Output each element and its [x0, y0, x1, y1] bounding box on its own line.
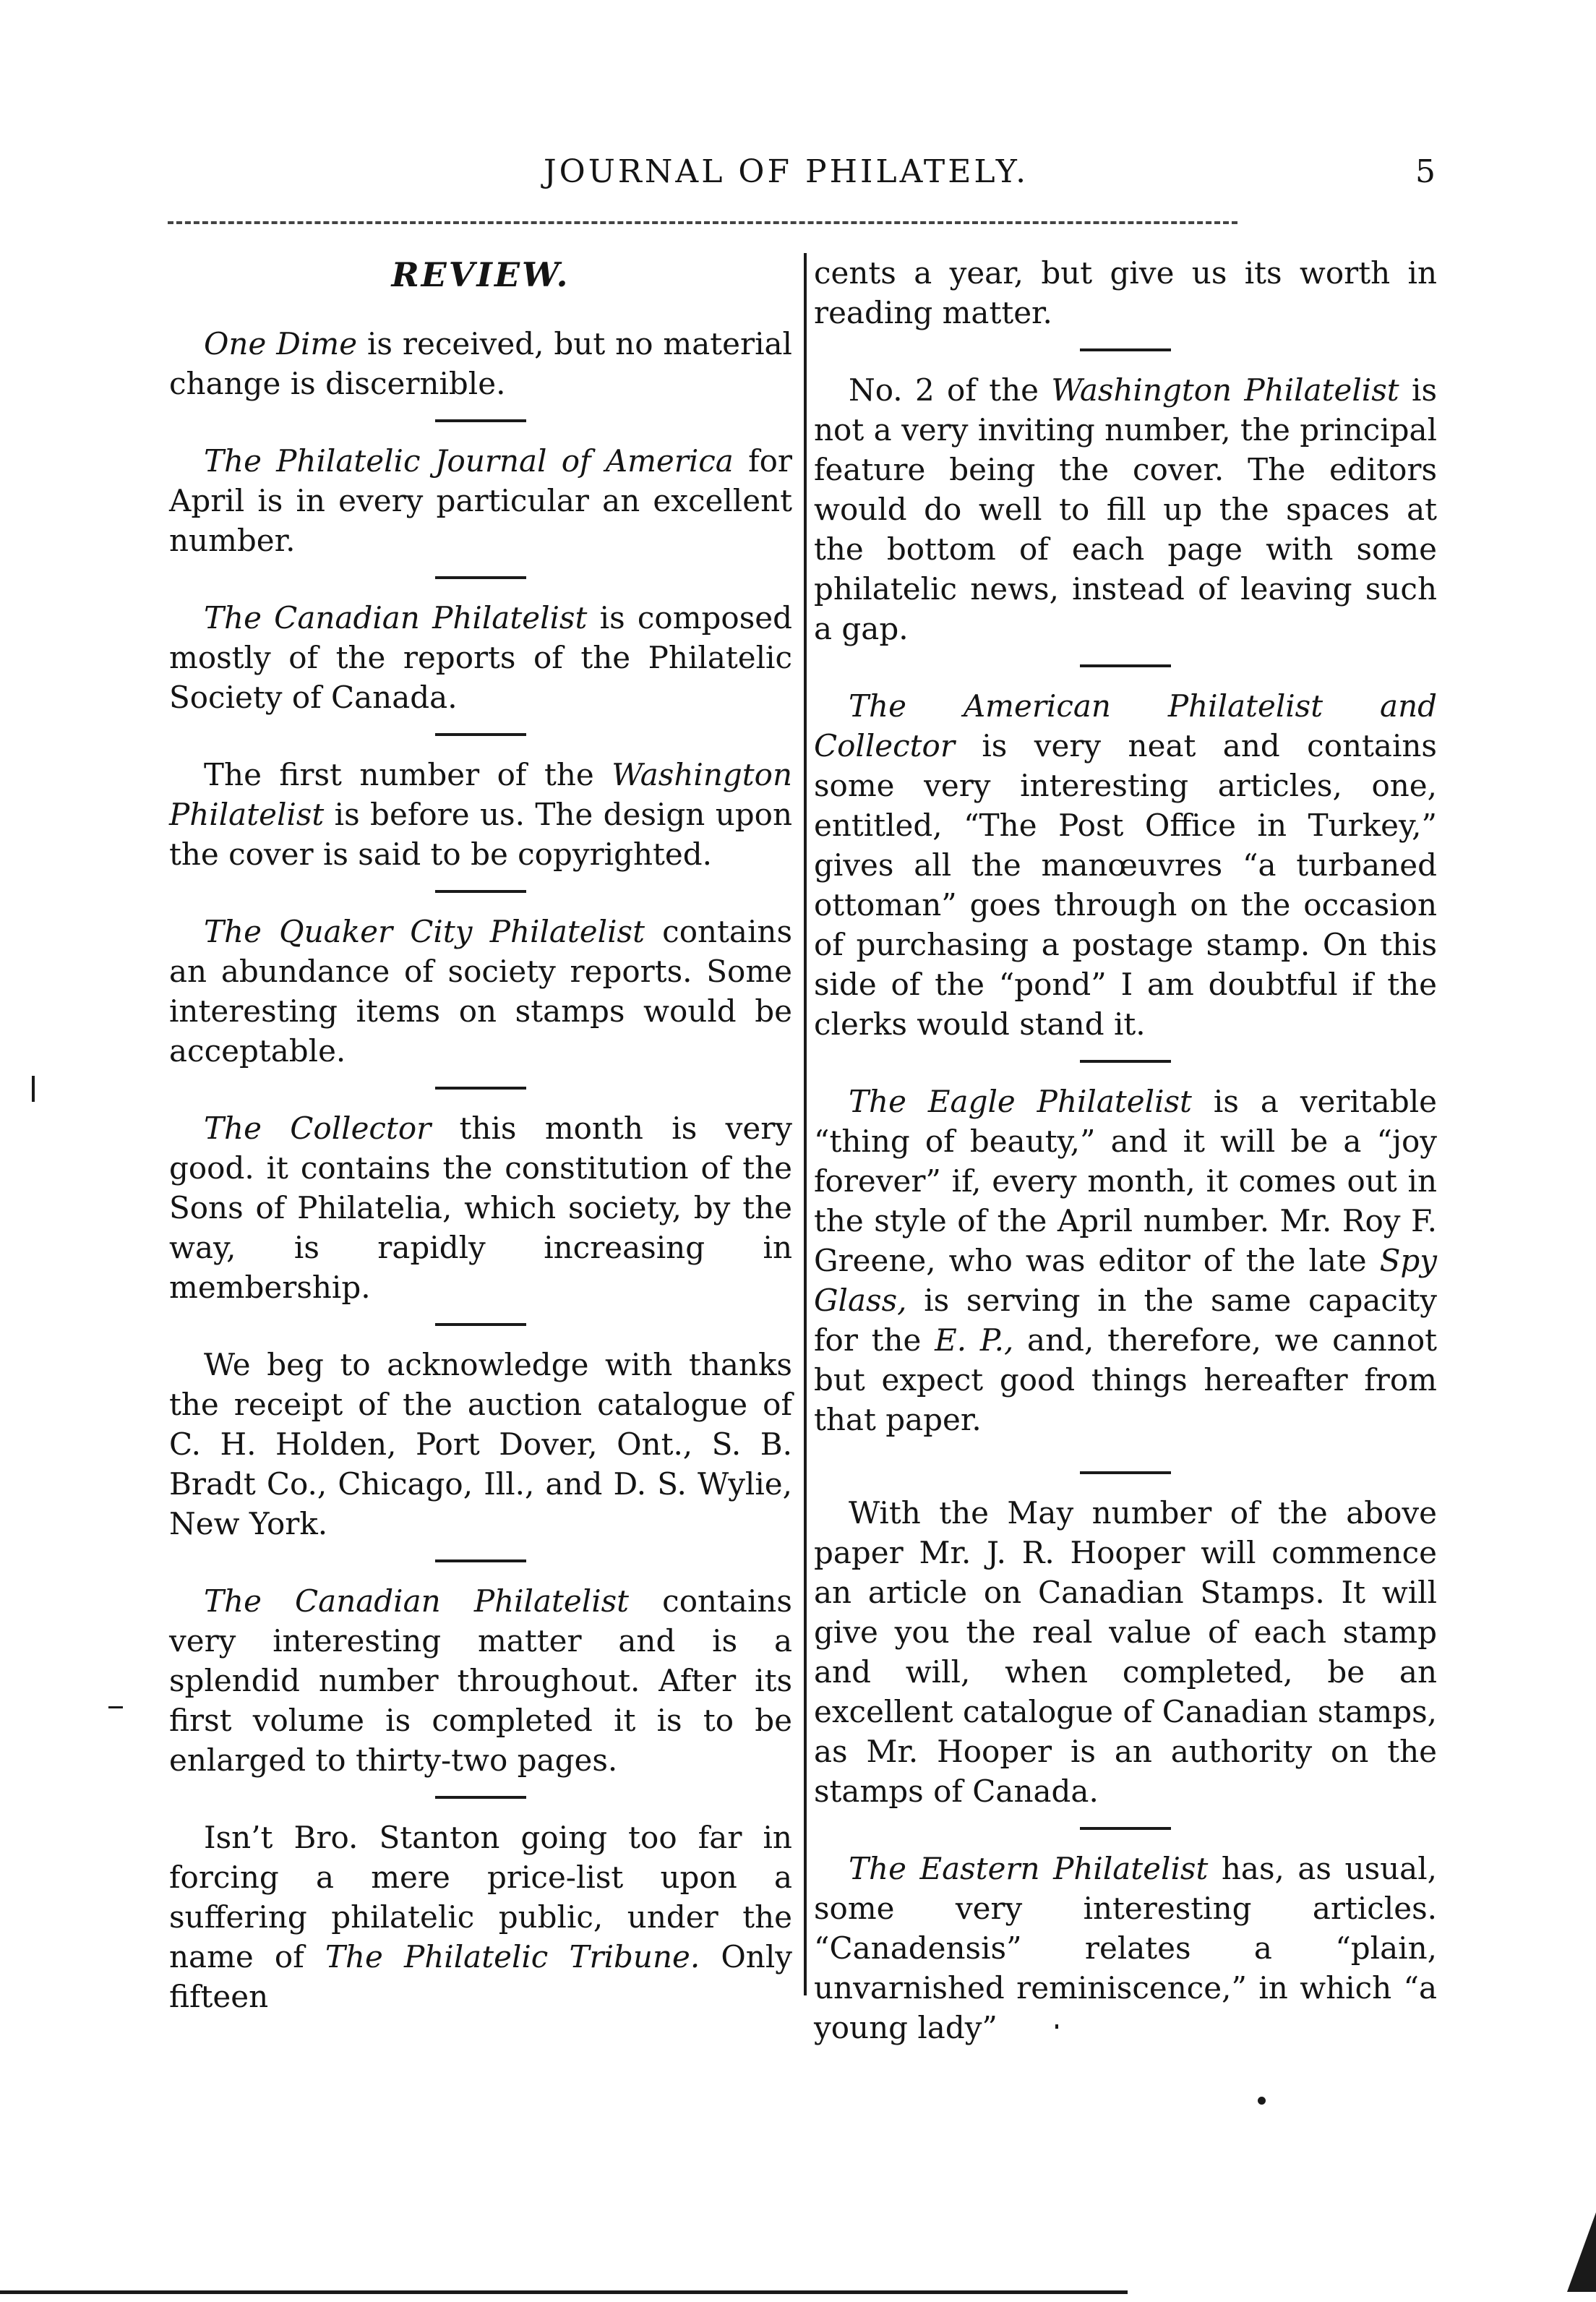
review-item-auction-catalogues: We beg to acknowledge with thanks the receipt of the auction catalogue of C. H. Holden, Port Dover, Ont., S. B. Bradt Co., Chicago, Ill., and D. S. Wylie, New York. — [169, 1347, 792, 1541]
column-divider — [804, 253, 807, 1995]
publication-title: The Quaker City Philatelist — [204, 914, 645, 949]
publication-title: The Collector — [204, 1111, 432, 1146]
scan-mark — [108, 1706, 123, 1708]
review-item-philatelic-journal: The Philatelic Journal of America for April is in every particular an excellent number. — [169, 443, 792, 558]
review-item-washington-no2: No. 2 of the Washington Philatelist is not a very inviting number, the principal feature being the cover. The editors would do well to fill up the spaces at the bottom of each page with some philatelic news, instead of leaving such a gap. — [814, 372, 1437, 646]
header-rule — [168, 221, 1237, 224]
page-number: 5 — [1415, 153, 1436, 190]
separator — [1080, 348, 1171, 351]
separator — [1080, 1827, 1171, 1830]
review-item-canadian-philatelist: The Canadian Philatelist is composed mostly of the reports of the Philatelic Society of Canada. — [169, 600, 792, 715]
publication-title: Washington Philatelist — [169, 757, 792, 832]
publication-title: Spy Glass, — [814, 1243, 1437, 1318]
scan-dot — [1258, 2097, 1266, 2105]
scan-mark — [32, 1076, 35, 1102]
left-column — [169, 253, 792, 2016]
separator — [435, 419, 526, 422]
running-header — [0, 153, 1596, 197]
publication-title: The Philatelic Journal of America — [204, 443, 734, 479]
separator — [435, 1323, 526, 1326]
publication-title: The Eastern Philatelist — [849, 1851, 1209, 1886]
publication-title: One Dime — [204, 326, 358, 361]
publication-title: The Canadian Philatelist — [204, 600, 588, 636]
publication-title: E. P., — [935, 1322, 1014, 1358]
running-title: JOURNAL OF PHILATELY. — [544, 153, 1029, 190]
publication-title: The Philatelic Tribune. — [325, 1939, 700, 1974]
scan-mark — [1055, 2024, 1058, 2029]
separator — [435, 733, 526, 736]
scan-mark — [1567, 2212, 1596, 2292]
separator — [435, 576, 526, 579]
separator — [435, 1087, 526, 1090]
separator — [1080, 1060, 1171, 1063]
publication-title: The Canadian Philatelist — [204, 1583, 630, 1619]
review-item-american-philatelist: The American Philatelist and Collector is very neat and contains some very interesting articles, one, entitled, “The Post Office in Turkey,” gives all the manœuvres “a turbaned ottoman” goes through on the occasion of purchasing a postage stamp. On this side of the “pond” I am doubtful if the clerks would stand it. — [814, 688, 1437, 1042]
review-item-canadian-philatelist-2: The Canadian Philatelist contains very interesting matter and is a splendid number throughout. After its first volume is completed it is to be enlarged to thirty-two pages. — [169, 1583, 792, 1778]
right-column — [814, 253, 1437, 2048]
review-item-collector: The Collector this month is very good. it contains the constitution of the Sons of Philatelia, which society, by the way, is rapidly increasing in membership. — [169, 1111, 792, 1305]
publication-title: The Eagle Philatelist — [849, 1084, 1192, 1119]
separator — [1080, 1471, 1171, 1474]
review-item-washington-philatelist: The first number of the Washington Philatelist is before us. The design upon the cover is said to be copyrighted. — [169, 757, 792, 872]
separator — [435, 1559, 526, 1562]
separator — [435, 1796, 526, 1799]
review-item-continuation: cents a year, but give us its worth in reading matter. — [814, 255, 1437, 330]
review-item-eagle-philatelist: The Eagle Philatelist is a veritable “thing of beauty,” and it will be a “joy forever” if, every month, it comes out in the style of the April number. Mr. Roy F. Greene, who was editor of the late Spy Glass, is serving in the same capacity for the E. P., and, therefore, we cannot but expect good things hereafter from that paper. — [814, 1084, 1437, 1437]
bottom-rule — [0, 2290, 1128, 2294]
separator — [1080, 664, 1171, 667]
publication-title: The American Philatelist and Collector — [814, 688, 1437, 763]
section-title: REVIEW. — [391, 255, 570, 294]
review-item-quaker-city: The Quaker City Philatelist contains an abundance of society reports. Some interesting items on stamps would be acceptable. — [169, 914, 792, 1069]
review-item-hooper-article: With the May number of the above paper Mr. J. R. Hooper will commence an article on Canadian Stamps. It will give you the real value of each stamp and will, when completed, be an excellent catalogue of Canadian stamps, as Mr. Hooper is an authority on the stamps of Canada. — [814, 1495, 1437, 1809]
review-item-one-dime: One Dime is received, but no material change is discernible. — [169, 326, 792, 401]
separator — [435, 890, 526, 893]
publication-title: Washington Philatelist — [1051, 372, 1399, 408]
review-item-philatelic-tribune: Isn’t Bro. Stanton going too far in forcing a mere price-list upon a suffering philatelic public, under the name of The Philatelic Tribune. Only fifteen — [169, 1820, 792, 2014]
review-item-eastern-philatelist: The Eastern Philatelist has, as usual, some very interesting articles. “Canadensis” relates a “plain, unvarnished reminiscence,” in which “a young lady” — [814, 1851, 1437, 2045]
